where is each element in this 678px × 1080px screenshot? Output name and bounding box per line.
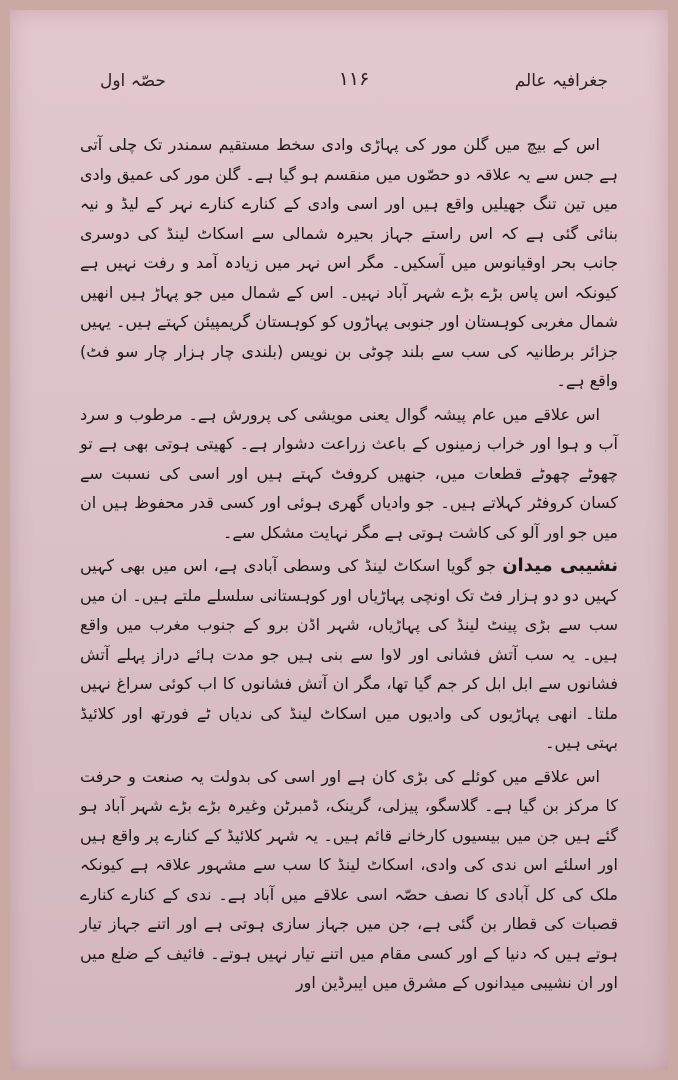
part-label: حصّہ اول [100, 71, 166, 91]
paragraph-text: اس کے بیچ میں گلن مور کی پہاڑی وادی سخط مستقیم سمندر تک چلی آتی ہے جس سے یہ علاقہ دو حصّوں میں منقسم ہو گیا ہے۔ گلن مور کی عمیق وادی میں تین تنگ جھیلیں واقع ہیں اور اسی وادی کے کنارے کنارے نہر کے لیڈ و نیہ بنائی گئی ہے کہ اس راستے جہاز بحیرہ شمالی سے اسکاٹ لینڈ کی دوسری جانب بحر اوقیانوس میں آسکیں۔ مگر اس نہر میں زیادہ آمد و رفت نہیں ہے کیونکہ اس پاس بڑے بڑے شہر آباد نہیں۔ اس کے شمال میں جو پہاڑ ہیں انھیں شمال مغربی کوہستان اور جنوبی پہاڑوں کو کوہستان گریمپیئن کہتے ہیں۔ یہیں جزائر برطانیہ کی سب سے بلند چوٹی بن نویس (بلندی چار ہزار چار سو فٹ) واقع ہے۔ [80, 135, 618, 390]
paragraph-text: اس علاقے میں عام پیشہ گوال یعنی مویشی کی پرورش ہے۔ مرطوب و سرد آب و ہوا اور خراب زمینوں کے باعث زراعت دشوار ہے۔ کھیتی ہوتی بھی ہے تو چھوٹے چھوٹے قطعات میں، جنھیں کروفٹ کہتے ہیں اور اسی کی نسبت سے کسان کروفٹر کہلاتے ہیں۔ جو وادیاں گھری ہوئی اور کسی قدر محفوظ ہیں ان میں جو اور آلو کی کاشت ہوتی ہے مگر نہایت مشکل سے۔ [80, 404, 618, 542]
paragraph-text: اس علاقے میں کوئلے کی بڑی کان ہے اور اسی کی بدولت یہ صنعت و حرفت کا مرکز بن گیا ہے۔ گلاسگو، پیزلی، گرینک، ڈمبرٹن وغیرہ بڑے بڑے شہر آباد ہو گئے ہیں جن میں بیسیوں کارخانے قائم ہیں۔ یہ شہر کلائیڈ کے کنارے پر واقع ہیں اور اسلئے اس ندی کی وادی، اسکاٹ لینڈ کا سب سے مشہور علاقہ ہے کیونکہ ملک کی کل آبادی کا نصف حصّہ اسی علاقے میں آباد ہے۔ ندی کے کنارے کنارے قصبات کی قطار بن گئی ہے، جن میں جہاز سازی ہوتی ہے اور اتنے جہاز تیار ہوتے ہیں کہ دنیا کے اور کسی مقام میں اتنے تیار نہیں ہوتے۔ فائیف کے ضلع میں اور ان نشیبی میدانوں کے مشرق میں ایبرڈین اور [80, 766, 618, 992]
section-lead: نشیبی میدان [502, 555, 618, 576]
paragraph-industry [80, 762, 618, 998]
book-title: جغرافیہ عالم [514, 71, 608, 91]
page-number: ۱۱۶ [338, 68, 370, 90]
paragraph-lowlands [80, 551, 618, 758]
body-text [80, 130, 618, 1030]
paragraph-text: جو گویا اسکاٹ لینڈ کی وسطی آبادی ہے، اس میں بھی کہیں کہیں دو دو ہزار فٹ تک اونچی پہاڑیاں اور کوہستانی سلسلے ملتے ہیں۔ ان میں سب سے بڑی پینٹ لینڈ کی پہاڑیاں، شہر اڈن برو کے جنوب مغرب میں واقع ہیں۔ یہ سب آتش فشانی اور لاوا سے بنی ہیں جو مدت ہائے دراز پہلے آتش فشانوں سے ابل ابل کر جم گیا تھا، مگر ان آتش فشانوں کا اب کوئی سراغ نہیں ملتا۔ انھی پہاڑیوں کی وادیوں میں اسکاٹ لینڈ کی ندیاں ٹے فورتھ اور کلائیڈ بہتی ہیں۔ [80, 556, 618, 752]
paragraph-livelihood [80, 400, 618, 548]
running-header [100, 68, 608, 108]
book-page [10, 10, 668, 1070]
paragraph-highlands [80, 130, 618, 396]
